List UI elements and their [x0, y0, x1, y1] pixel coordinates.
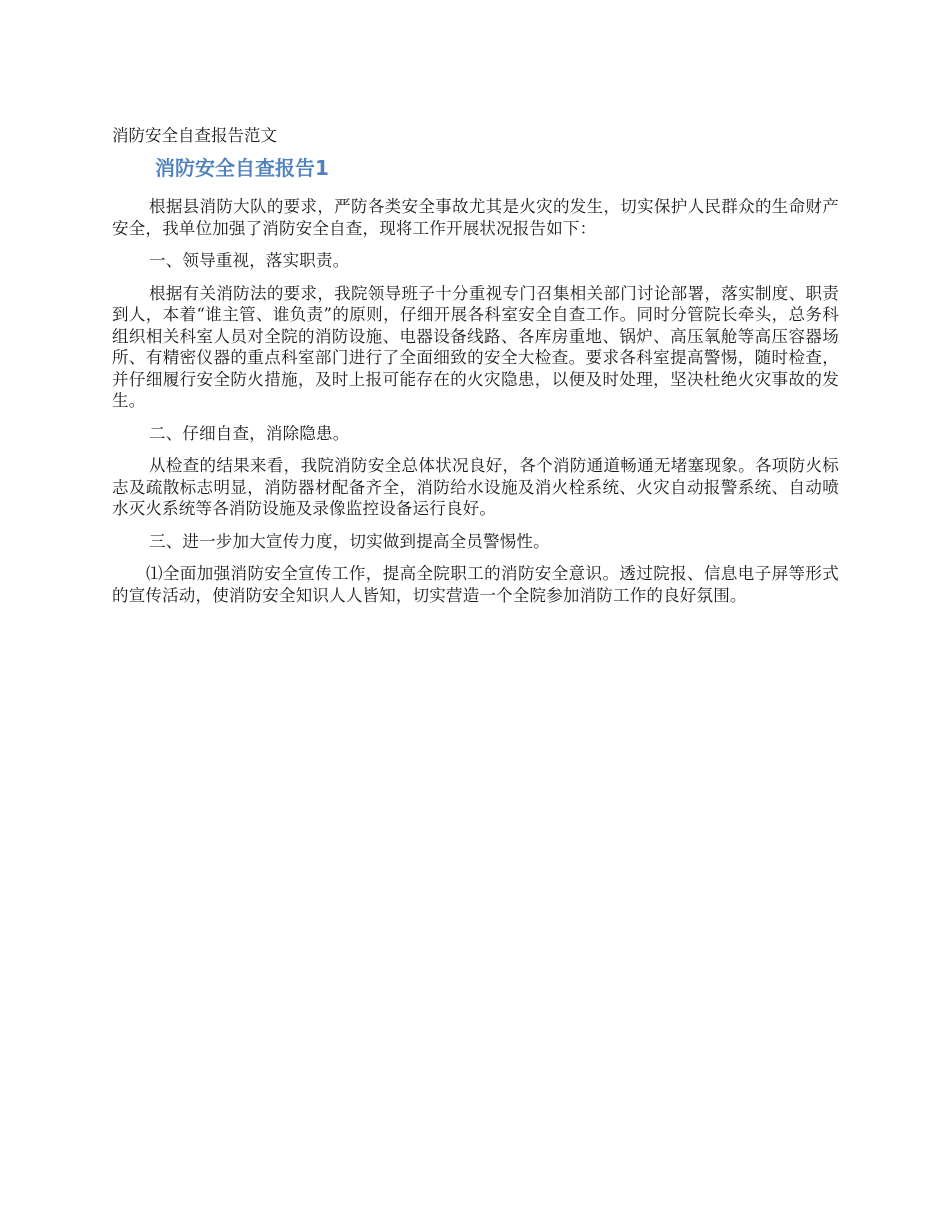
- heading-point-one: 一、领导重视，落实职责。: [149, 251, 350, 270]
- paragraph-intro: 根据县消防大队的要求，严防各类安全事故尤其是火灾的发生，切实保护人民群众的生命财产安全，我单位加强了消防安全自查，现将工作开展状况报告如下：: [112, 197, 839, 238]
- document-page: [112, 124, 839, 617]
- heading-point-two: 二、仔细自查，消除隐患。: [149, 423, 350, 443]
- paragraph-point-two: 从检查的结果来看，我院消防安全总体状况良好，各个消防通道畅通无堵塞现象。各项防火标志及疏散标志明显，消防器材配备齐全，消防给水设施及消火栓系统、火灾自动报警系统、自动喷水灭火系统等各消防设施及录像监控设备运行良好。: [112, 456, 839, 518]
- paragraph-point-one: 根据有关消防法的要求，我院领导班子十分重视专门召集相关部门讨论部署，落实制度、职责到人，本着“谁主管、谁负责”的原则，仔细开展各科室安全自查工作。同时分管院长牵头，总务科组织相关科室人员对全院的消防设施、电器设备线路、各库房重地、锅炉、高压氧舱等高压容器场所、有精密仪器的重点科室部门进行了全面细致的安全大检查。要求各科室提高警惕，随时检查，并仔细履行安全防火措施，及时上报可能存在的火灾隐患，以便及时处理，坚决杜绝火灾事故的发生。: [112, 283, 839, 410]
- section-heading: 消防安全自查报告1: [155, 156, 329, 180]
- paragraph-point-three-item-1: ⑴全面加强消防安全宣传工作，提高全院职工的消防安全意识。透过院报、信息电子屏等形式的宣传活动，使消防安全知识人人皆知，切实营造一个全院参加消防工作的良好氛围。: [112, 564, 839, 605]
- heading-point-three: 三、进一步加大宣传力度，切实做到提高全员警惕性。: [149, 531, 550, 551]
- document-title: 消防安全自查报告范文: [112, 126, 277, 145]
